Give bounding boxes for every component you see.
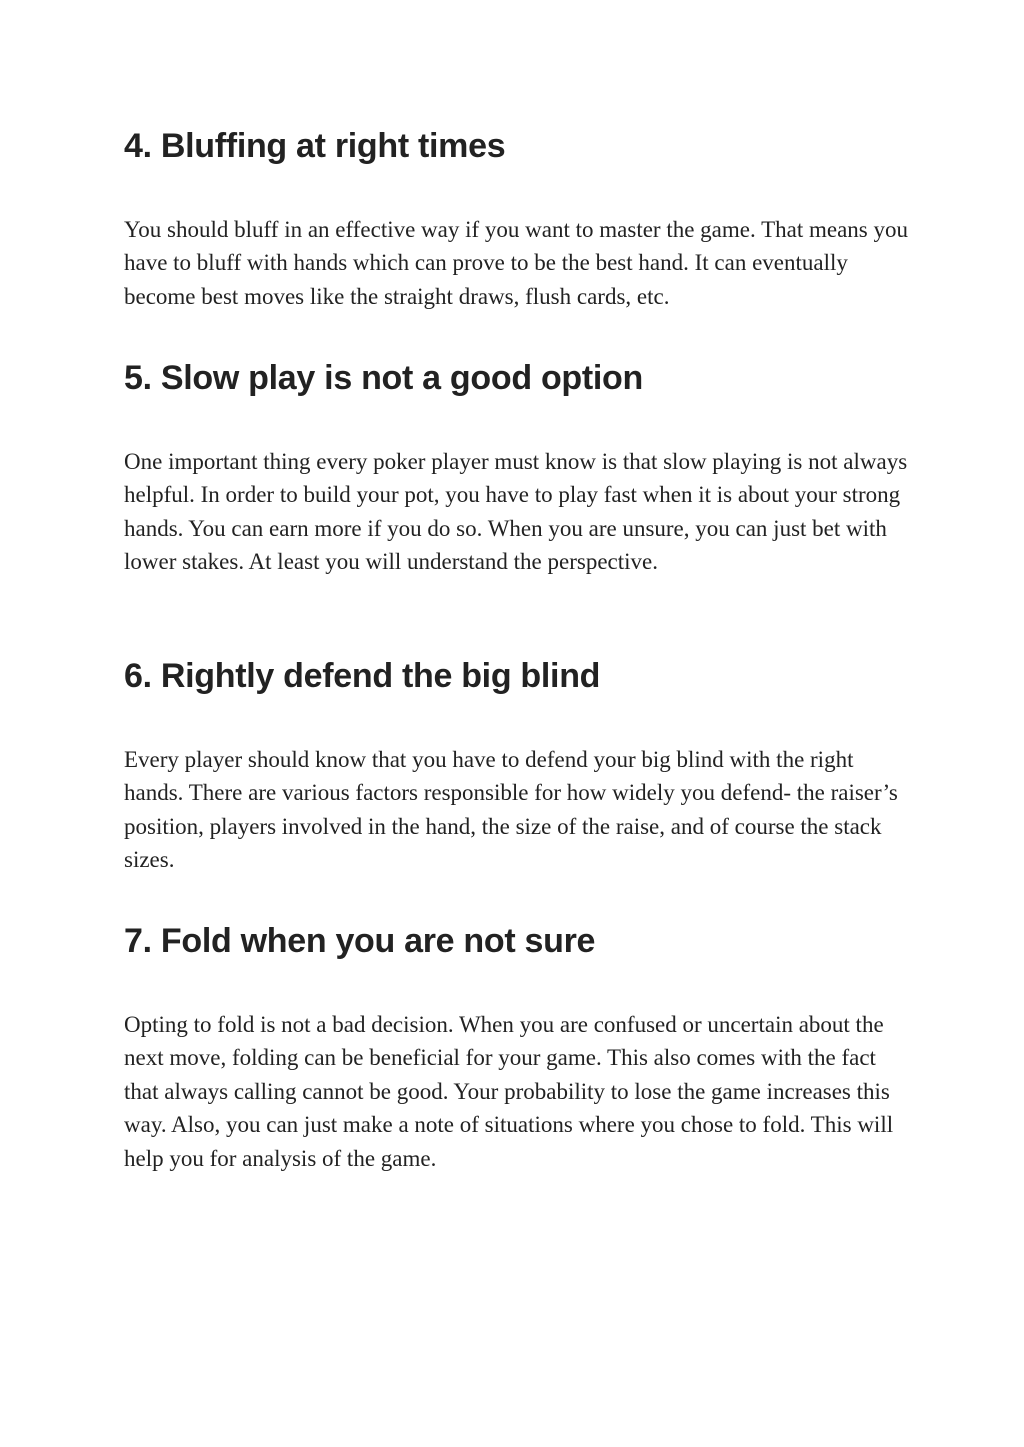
section-heading: 4. Bluffing at right times — [124, 127, 506, 165]
section-paragraph: Every player should know that you have to defend your big blind with the right hands. There are various factors responsible for how widely you defend- the raiser’s position, players involved in the hand, the size of the raise, and of course the stack sizes. — [124, 747, 898, 873]
section-heading: 6. Rightly defend the big blind — [124, 657, 601, 695]
section-bluffing — [124, 126, 914, 309]
section-fold — [124, 921, 914, 1171]
section-paragraph: Opting to fold is not a bad decision. When you are confused or uncertain about the next move, folding can be beneficial for your game. This also comes with the fact that always calling cannot be good. Your probability to lose the game increases this way. Also, you can just make a note of situations where you chose to fold. This will help you for analysis of the game. — [124, 1012, 894, 1171]
section-big-blind — [124, 656, 914, 873]
section-heading: 5. Slow play is not a good option — [124, 359, 643, 397]
section-paragraph: You should bluff in an effective way if you want to master the game. That means you have to bluff with hands which can prove to be the best hand. It can eventually become best moves like the straight draws, flush cards, etc. — [124, 217, 908, 309]
section-heading: 7. Fold when you are not sure — [124, 922, 596, 960]
section-slow-play — [124, 358, 914, 575]
section-paragraph: One important thing every poker player must know is that slow playing is not always helpful. In order to build your pot, you have to play fast when it is about your strong hands. You can earn more if you do so. When you are unsure, you can just bet with lower stakes. At least you will understand the perspective. — [124, 449, 908, 575]
